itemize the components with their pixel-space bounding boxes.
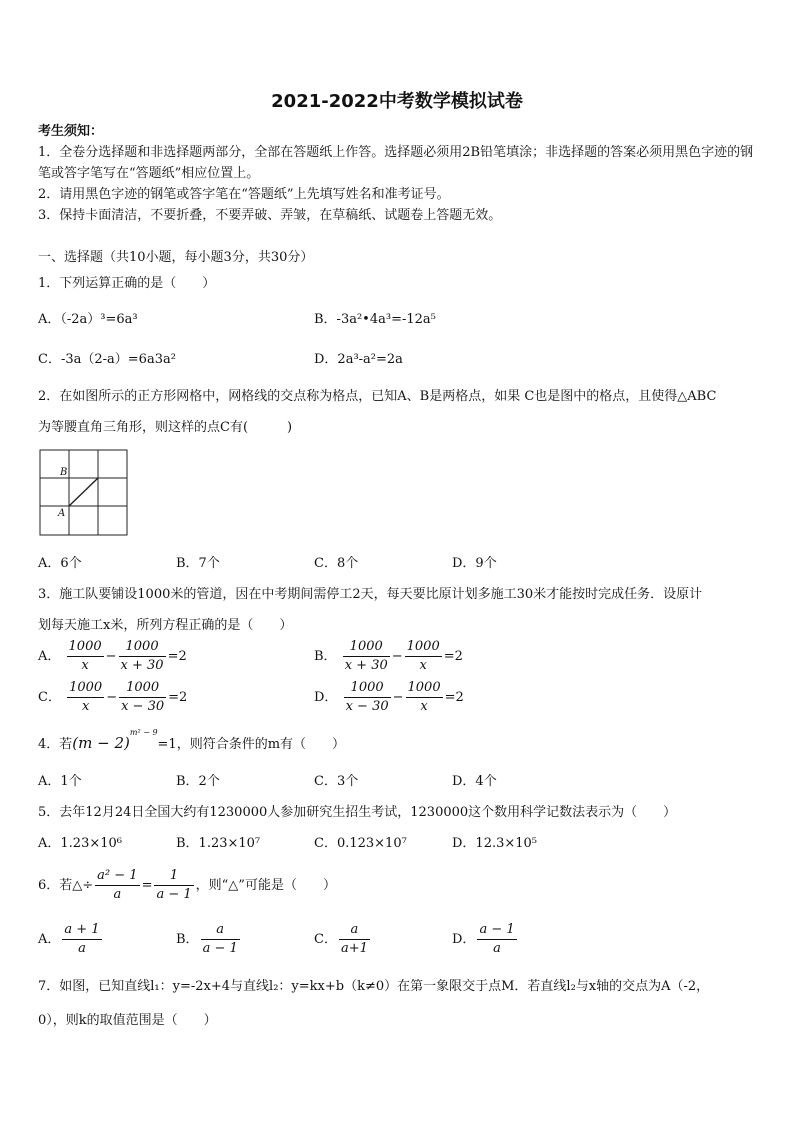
q3-stem-line2: 划每天施工x米，所列方程正确的是（ ）	[38, 618, 293, 633]
q6-option-c[interactable]: C． $\frac{a}{a+1}$	[314, 922, 368, 956]
q6-stem: 6．若△÷ $\frac{\text{a² − 1}}{a}$ = $\frac{1}{a - 1}$ ，则“△”可能是（ ）	[38, 868, 336, 902]
q2-stem-line1: 2．在如图所示的正方形网格中，网格线的交点称为格点，已知A、B是两格点，如果 C也是图中的格点，且使得△ABC	[38, 389, 717, 404]
q2-option-d[interactable]: D．9个	[452, 556, 497, 571]
q5-stem: 5．去年12月24日全国大约有1230000人参加研究生招生考试，1230000这个数用科学记数法表示为（ ）	[38, 805, 677, 820]
q2-option-b[interactable]: B．7个	[176, 556, 220, 571]
q6-option-a[interactable]: A． $\frac{a + 1}{a}$	[38, 922, 100, 956]
q2-stem-line2: 为等腰直角三角形，则这样的点C有( )	[38, 420, 293, 435]
q2-point-b-label: B	[60, 467, 68, 478]
q2-option-a[interactable]: A．6个	[38, 556, 82, 571]
q1-option-d[interactable]: D．2a³-a²=2a	[314, 352, 403, 367]
q5-option-d[interactable]: D．12.3×10⁵	[452, 836, 538, 851]
q4-option-d[interactable]: D．4个	[452, 774, 497, 789]
q4-option-c[interactable]: C．3个	[314, 774, 359, 789]
notice-line-2: 2．请用黑色字迹的钢笔或答字笔在“答题纸”上先填写姓名和准考证号。	[38, 187, 450, 202]
q3-option-d[interactable]: D． $\frac{1000}{x - 30}$ − $\frac{1000}{x}$ =2	[314, 680, 464, 714]
q7-stem-line1: 7．如图，已知直线l₁：y=-2x+4与直线l₂：y=kx+b（k≠0）在第一象限交于点M．若直线l₂与x轴的交点为A（-2，	[38, 979, 710, 994]
q7-stem-line2: 0），则k的取值范围是（ ）	[38, 1013, 217, 1028]
notice-line-3: 3．保持卡面清洁，不要折叠，不要弄破、弄皱，在草稿纸、试题卷上答题无效。	[38, 208, 502, 223]
q1-option-c[interactable]: C．-3a（2-a）=6a3a²	[38, 352, 176, 367]
q4-option-a[interactable]: A．1个	[38, 774, 82, 789]
q1-option-b[interactable]: B．-3a²•4a³=-12a⁵	[314, 312, 436, 327]
notice-line-1: 1．全卷分选择题和非选择题两部分，全部在答题纸上作答。选择题必须用2B铅笔填涂；非选择题的答案必须用黑色字迹的钢笔或答字笔写在“答题纸”相应位置上。	[38, 145, 754, 181]
q2-option-c[interactable]: C．8个	[314, 556, 359, 571]
q5-option-a[interactable]: A．1.23×10⁶	[38, 836, 122, 851]
notice-heading: 考生须知：	[38, 124, 104, 139]
q3-stem-line1: 3．施工队要铺设1000米的管道，因在中考期间需停工2天，每天要比原计划多施工30米才能按时完成任务．设原计	[38, 587, 703, 602]
section-heading: 一、选择题（共10小题，每小题3分，共30分）	[38, 250, 314, 265]
q3-option-b[interactable]: B． $\frac{1000}{x + 30}$ − $\frac{1000}{x}$ =2	[314, 639, 463, 673]
q1-stem: 1．下列运算正确的是（ ）	[38, 276, 216, 291]
q2-point-a-label: A	[58, 508, 66, 519]
q1-option-a[interactable]: A．（-2a）³=6a³	[38, 312, 138, 327]
q3-option-a[interactable]: A． $\frac{1000}{x}$ − $\frac{1000}{x + 30}$ =2	[38, 639, 187, 673]
q2-grid-figure	[39, 449, 129, 537]
q6-option-b[interactable]: B． $\frac{a}{a - 1}$	[176, 922, 238, 956]
q3-option-c[interactable]: C． $\frac{1000}{x}$ − $\frac{1000}{x - 30}$ =2	[38, 680, 188, 714]
exam-notice	[38, 121, 760, 226]
q5-option-c[interactable]: C．0.123×10⁷	[314, 836, 407, 851]
page-title: 2021-2022中考数学模拟试卷	[271, 91, 523, 112]
q5-option-b[interactable]: B．1.23×10⁷	[176, 836, 261, 851]
q4-stem: 4．若$(m - 2)^{m^2 - 9}=1$，则符合条件的m有（ ）	[38, 727, 346, 752]
q6-option-d[interactable]: D． $\frac{a - 1}{a}$	[452, 922, 515, 956]
q4-option-b[interactable]: B．2个	[176, 774, 220, 789]
